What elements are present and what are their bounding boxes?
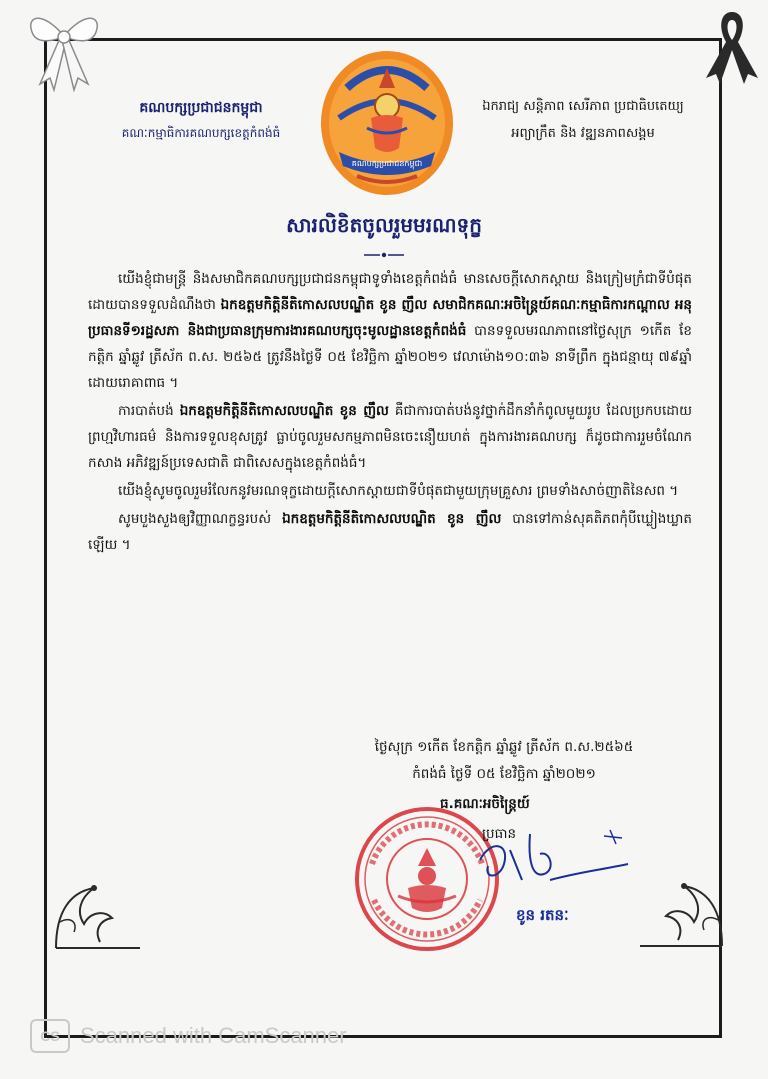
white-mourning-ribbon-icon <box>22 6 106 92</box>
paragraph-3 <box>88 478 692 504</box>
document-title: សារលិខិតចូលរួមមរណទុក្ខ <box>286 213 482 237</box>
date-block <box>334 734 674 788</box>
camscanner-watermark <box>30 1018 347 1054</box>
deceased-role: សមាជិកគណៈអចិន្ត្រៃយ៍គណៈកម្មាធិការកណ្តាល អនុប្រធានទី១រដ្ឋសភា និងជាប្រធានក្រុមការងារគណបក្សចុះមូលដ្ឋានខេត្តកំពង់ធំ <box>88 297 692 339</box>
paragraph-4 <box>88 506 692 558</box>
p2-text-a: ការបាត់បង់ <box>118 403 180 419</box>
signer-capacity: ធ.គណៈអចិន្ត្រៃយ៍ <box>440 796 530 812</box>
paragraph-2 <box>88 398 692 476</box>
motto-line-2: អព្យាក្រឹត និង វឌ្ឍនភាពសង្គម <box>511 126 655 141</box>
signer-position: ប្រធាន <box>482 826 517 842</box>
solar-date: កំពង់ធំ ថ្ងៃទី ០៥ ខែវិច្ឆិកា ឆ្នាំ២០២១ <box>412 766 596 782</box>
paragraph-1 <box>88 266 692 396</box>
lunar-date: ថ្ងៃសុក្រ ១កើត ខែកត្តិក ឆ្នាំឆ្លូវ ត្រីស័ក ព.ស.២៥៦៥ <box>374 739 634 755</box>
p2-text-b: គឺជាការបាត់បង់នូវថ្នាក់ដឹកនាំកំពូលមួយរូប ដែលប្រកបដោយព្រហ្មវិហារធម៌ និងការទទួលខុសត្រូវ ធ្លាប់ចូលរួមសកម្មភាពមិនចេះនឿយហត់ ក្នុងការងារគណបក្ស ក៏ដូចជាការរួមចំណែកកសាង អភិវឌ្ឍន៍ប្រទេសជាតិ ជាពិសេសក្នុងខេត្តកំពង់ធំ។ <box>88 403 692 471</box>
handwritten-signature <box>470 820 630 900</box>
p1-text-a: យើងខ្ញុំជាមន្ត្រី និងសមាជិកគណបក្សប្រជាជនកម្ពុជាទូទាំងខេត្តកំពង់ធំ មានសេចក្តីសោកស្តាយ និងក្រៀមក្រំជាទីបំផុត ដោយបានទទួលដំណឹងថា <box>88 271 692 313</box>
p3-text: យើងខ្ញុំសូមចូលរួមរំលែកនូវមរណទុក្ខដោយក្តីសោកស្តាយជាទីបំផុតជាមួយក្រុមគ្រួសារ ព្រមទាំងសាច់ញាតិនៃសព ។ <box>118 483 679 499</box>
logo-ribbon-text: គណបក្សប្រជាជនកម្ពុជា <box>351 159 423 168</box>
motto-line-1: ឯករាជ្យ សន្តិភាព សេរីភាព ប្រជាធិបតេយ្យ <box>482 99 684 114</box>
signer-name: ខូន រតនៈ <box>516 906 569 924</box>
black-mourning-ribbon-icon <box>696 4 768 86</box>
floral-corner-ornament-right-icon <box>636 846 728 950</box>
watermark-text: Scanned with CamScanner <box>80 1023 347 1048</box>
title-divider <box>364 252 404 258</box>
p4-text-b: បានទៅកាន់សុគតិភពកុំបីឃ្លៀងឃ្លាតឡើយ ។ <box>88 511 692 553</box>
deceased-name: ឯកឧត្តមកិត្តិនីតិកោសលបណ្ឌិត ខូន ញឹល <box>179 403 389 419</box>
party-name: គណបក្សប្រជាជនកម្ពុជា <box>139 100 263 116</box>
deceased-name: ឯកឧត្តមកិត្តិនីតិកោសលបណ្ឌិត ខូន ញឹល <box>220 297 428 313</box>
cpp-party-logo-icon <box>317 48 457 198</box>
p4-text-a: សូមបួងសួងឲ្យវិញ្ញាណក្ខន្ធរបស់ <box>118 511 283 527</box>
p1-text-b: បានទទួលមរណភាពនៅថ្ងៃសុក្រ ១កើត ខែកត្តិក ឆ្នាំឆ្លូវ ត្រីស័ក ព.ស. ២៥៦៥ ត្រូវនឹងថ្ងៃទី ០៥ ខែវិច្ឆិកា ឆ្នាំ២០២១ វេលាម៉ោង១០:៣៦ នាទីព្រឹក ក្នុងជន្មាយុ ៧៩ឆ្នាំ ដោយរោគាពាធ ។ <box>88 323 692 391</box>
party-header <box>92 98 310 143</box>
provincial-committee-name: គណៈកម្មាធិការគណបក្សខេត្តកំពង់ធំ <box>121 126 281 140</box>
letter-body <box>88 266 692 560</box>
camscanner-logo-icon: CS <box>30 1019 70 1053</box>
floral-corner-ornament-left-icon <box>50 852 146 952</box>
deceased-name: ឯកឧត្តមកិត្តិនីតិកោសលបណ្ឌិត ខូន ញឹល <box>282 511 502 527</box>
kingdom-motto <box>468 98 698 144</box>
